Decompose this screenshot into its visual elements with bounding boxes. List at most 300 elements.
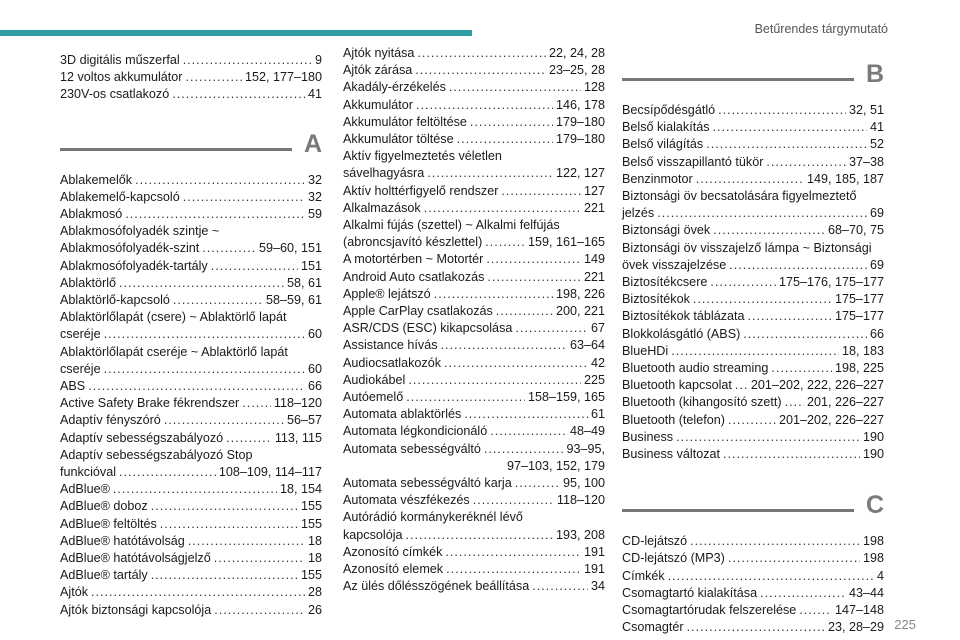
entry-pages: 146, 178: [555, 97, 605, 112]
dot-leader: [771, 360, 832, 377]
index-entry: [343, 509, 605, 526]
entry-pages: 93–95,: [566, 441, 605, 456]
entry-pages: 56–57: [286, 413, 322, 428]
index-entry: [60, 258, 322, 275]
dot-leader: [173, 292, 263, 309]
entry-term: Aktív holttérfigyelő rendszer: [343, 183, 499, 198]
index-entry: [343, 97, 605, 114]
entry-term: Címkék: [622, 568, 665, 583]
dot-leader: [799, 602, 832, 619]
entry-term: Automata ablaktörlés: [343, 407, 462, 422]
entry-term: Akkumulátor feltöltése: [343, 114, 467, 129]
dot-leader: [760, 585, 846, 602]
entry-term: ASR/CDS (ESC) kikapcsolása: [343, 321, 513, 336]
dot-leader: [723, 446, 860, 463]
entry-term: funkcióval: [60, 465, 117, 480]
entry-term: Akkumulátor töltése: [343, 132, 454, 147]
index-entry: [343, 114, 605, 131]
index-entry: [60, 69, 322, 86]
index-entry: [622, 102, 884, 119]
entry-pages: 149, 185, 187: [806, 171, 884, 186]
entry-term: Automata sebességváltó karja: [343, 476, 512, 491]
index-entry: [343, 320, 605, 337]
entry-term: AdBlue®: [60, 482, 110, 497]
entry-pages: 127: [583, 183, 605, 198]
entry-term: 3D digitális műszerfal: [60, 53, 180, 67]
top-entries: [60, 52, 322, 104]
dot-leader: [735, 377, 748, 394]
index-entry: [343, 62, 605, 79]
entry-term: Biztonsági övek: [622, 223, 711, 238]
entry-pages: 201, 226–227: [806, 395, 884, 410]
entry-term: Business változat: [622, 447, 721, 462]
entry-term: CD-lejátszó (MP3): [622, 551, 725, 566]
index-entry: [60, 447, 322, 464]
entry-term: Ajtók biztonsági kapcsolója: [60, 602, 212, 617]
dot-leader: [464, 406, 588, 423]
dot-leader: [135, 172, 305, 189]
entry-pages: 18, 154: [279, 482, 322, 497]
entry-pages: 201–202, 222, 226–227: [750, 378, 884, 393]
entry-term: Belső kialakítás: [622, 120, 710, 135]
dot-leader: [119, 275, 284, 292]
entry-term: Ablakmosófolyadék-tartály: [60, 258, 208, 273]
dot-leader: [417, 45, 546, 62]
entry-term: sávelhagyásra: [343, 166, 425, 181]
index-entry: [60, 464, 322, 481]
entry-pages: 18: [307, 533, 322, 548]
index-entry: [622, 171, 884, 188]
dot-leader: [202, 240, 256, 257]
section-rule: [622, 509, 854, 512]
index-entry: [343, 423, 605, 440]
index-entry: [343, 389, 605, 406]
entry-term: Azonosító címkék: [343, 544, 443, 559]
entry-pages: 175–177: [834, 292, 884, 307]
entry-term: Apple® lejátszó: [343, 286, 431, 301]
entry-term: BlueHDi: [622, 343, 669, 358]
entry-term: Adaptív fényszóró: [60, 413, 161, 428]
section-letter: C: [865, 491, 884, 520]
dot-leader: [164, 412, 284, 429]
dot-leader: [671, 343, 839, 360]
dot-leader: [125, 206, 305, 223]
dot-leader: [501, 183, 581, 200]
index-entry: [60, 602, 322, 619]
dot-leader: [484, 441, 564, 458]
entry-pages: 128: [583, 80, 605, 95]
entry-term: Becsípődésgátló: [622, 103, 716, 117]
index-entry: [60, 550, 322, 567]
entry-term: AdBlue® hatótávolság: [60, 533, 185, 548]
dot-leader: [729, 257, 867, 274]
dot-leader: [160, 516, 298, 533]
entry-term: Csomagtartórudak felszerelése: [622, 603, 797, 618]
entry-pages: 151: [300, 258, 322, 273]
entry-term: Ajtók nyitása: [343, 46, 415, 60]
entry-pages: 52: [869, 137, 884, 152]
index-entry: [622, 377, 884, 394]
entry-term: Aktív figyelmeztetés véletlen: [343, 149, 502, 164]
entry-term: Automata vészfékezés: [343, 493, 470, 508]
dot-leader: [188, 533, 305, 550]
dot-leader: [668, 568, 874, 585]
entry-pages: 22, 24, 28: [548, 46, 605, 60]
index-entry: [622, 568, 884, 585]
dot-leader: [434, 286, 553, 303]
entry-term: Ablakemelő-kapcsoló: [60, 189, 180, 204]
dot-leader: [446, 561, 581, 578]
entry-term: Belső világítás: [622, 137, 704, 152]
index-entry: [622, 136, 884, 153]
entry-term: Biztonsági öv becsatolására figyelmeztető: [622, 189, 857, 204]
dot-leader: [416, 97, 553, 114]
dot-leader: [486, 251, 581, 268]
dot-leader: [690, 533, 860, 550]
index-entry: [343, 544, 605, 561]
dot-leader: [657, 205, 867, 222]
dot-leader: [183, 189, 305, 206]
entry-term: Biztosítékok táblázata: [622, 309, 745, 324]
entry-term: Biztosítékok: [622, 292, 690, 307]
index-entry: [622, 222, 884, 239]
dot-leader: [444, 355, 588, 372]
entry-pages: 179–180: [555, 114, 605, 129]
dot-leader: [242, 395, 271, 412]
entry-pages: 23, 28–29: [827, 620, 884, 635]
entry-term: Apple CarPlay csatlakozás: [343, 304, 493, 319]
index-entry: [622, 602, 884, 619]
entry-pages: 9: [314, 53, 322, 67]
entry-term: Ablaktörlő: [60, 275, 117, 290]
index-entry: [60, 361, 322, 378]
index-column-2: [343, 45, 605, 596]
dot-leader: [457, 131, 553, 148]
index-entry: [343, 148, 605, 165]
entry-pages: 200, 221: [555, 304, 605, 319]
entry-pages: 32, 51: [848, 103, 884, 117]
dot-leader: [211, 258, 298, 275]
entry-term: Ablakmosófolyadék szintje ~: [60, 224, 220, 239]
dot-leader: [449, 79, 581, 96]
entry-pages: 18: [307, 551, 322, 566]
entry-term: Active Safety Brake fékrendszer: [60, 396, 240, 411]
section-rule: [60, 148, 292, 151]
dot-leader: [496, 303, 553, 320]
dot-leader: [485, 234, 525, 251]
dot-leader: [706, 136, 867, 153]
entry-pages: 95, 100: [562, 476, 605, 491]
index-entry: [60, 533, 322, 550]
section-letter: B: [865, 60, 884, 88]
index-entry: [622, 205, 884, 222]
index-entry: [622, 291, 884, 308]
entry-pages: 198: [862, 534, 884, 549]
entry-term: Audiocsatlakozók: [343, 355, 442, 370]
entry-term: 230V-os csatlakozó: [60, 87, 170, 102]
index-entry: [60, 52, 322, 69]
entry-pages: 61: [590, 407, 605, 422]
dot-leader: [445, 544, 581, 561]
dot-leader: [718, 102, 846, 119]
index-entry: [60, 223, 322, 240]
entry-term: Biztonsági öv visszajelző lámpa ~ Biztonsági: [622, 240, 872, 255]
entry-pages: 118–120: [273, 396, 322, 411]
entry-term: Audiokábel: [343, 372, 406, 387]
index-entry: [343, 286, 605, 303]
entry-term: Ablaktörlő-kapcsoló: [60, 293, 170, 308]
dot-leader: [88, 378, 305, 395]
index-entry: [60, 430, 322, 447]
index-entry: [60, 344, 322, 361]
entry-pages: 155: [300, 499, 322, 514]
index-entry: [343, 183, 605, 200]
index-entry: [622, 119, 884, 136]
index-entry: [60, 584, 322, 601]
entry-pages: 152, 177–180: [244, 70, 322, 85]
entry-term: Automata sebességváltó: [343, 441, 481, 456]
index-entry: [343, 251, 605, 268]
dot-leader: [490, 423, 567, 440]
index-entry: [343, 200, 605, 217]
entry-pages: 225: [583, 372, 605, 387]
dot-leader: [687, 619, 825, 636]
dot-leader: [696, 171, 804, 188]
entry-pages: 60: [307, 361, 322, 376]
entry-term: Bluetooth kapcsolat: [622, 378, 732, 393]
entry-term: cseréje: [60, 327, 101, 342]
entry-term: AdBlue® hatótávolságjelző: [60, 551, 211, 566]
index-entry: [622, 274, 884, 291]
entry-term: Csomagtartó kialakítása: [622, 585, 758, 600]
entry-pages: 159, 161–165: [527, 235, 605, 250]
dot-leader: [743, 326, 867, 343]
entry-term: Business: [622, 429, 674, 444]
entry-pages: 191: [583, 562, 605, 577]
entry-pages: 201–202, 226–227: [778, 412, 884, 427]
entry-term: Adaptív sebességszabályozó Stop: [60, 447, 253, 462]
dot-leader: [214, 602, 305, 619]
index-entry: [60, 240, 322, 257]
dot-leader: [785, 394, 804, 411]
entry-term: Azonosító elemek: [343, 562, 444, 577]
entry-pages: 97–103, 152, 179: [506, 458, 605, 473]
index-entry: [622, 154, 884, 171]
entry-term: A motortérben ~ Motortér: [343, 252, 484, 267]
entry-pages: 108–109, 114–117: [218, 465, 322, 480]
index-entry: [622, 619, 884, 636]
index-entry: [343, 492, 605, 509]
entry-pages: 59: [307, 207, 322, 222]
page-number: 225: [894, 617, 916, 632]
index-entry: [60, 498, 322, 515]
dot-leader: [515, 320, 588, 337]
entry-pages: 66: [869, 326, 884, 341]
index-entry: [60, 206, 322, 223]
dot-leader: [487, 269, 581, 286]
entry-term: Ablaktörlőlapát cseréje ~ Ablaktörlő lapát: [60, 344, 288, 359]
entry-term: Assistance hívás: [343, 338, 438, 353]
entry-pages: 155: [300, 568, 322, 583]
index-entry: [622, 308, 884, 325]
dot-leader: [748, 308, 832, 325]
entry-pages: 48–49: [569, 424, 605, 439]
index-entry: [60, 309, 322, 326]
entry-pages: 198: [862, 551, 884, 566]
entry-term: Akkumulátor: [343, 97, 413, 112]
dot-leader: [676, 429, 860, 446]
entry-term: övek visszajelzése: [622, 257, 727, 272]
entry-pages: 113, 115: [274, 430, 322, 445]
entry-pages: 69: [869, 257, 884, 272]
entry-term: Android Auto csatlakozás: [343, 269, 485, 284]
entry-term: Automata légkondicionáló: [343, 424, 488, 439]
section-header-c: [622, 483, 884, 527]
entry-pages: 193, 208: [555, 527, 605, 542]
section-rule: [622, 78, 854, 81]
dot-leader: [113, 481, 277, 498]
dot-leader: [151, 567, 298, 584]
index-entry: [343, 561, 605, 578]
index-entry: [343, 578, 605, 595]
entry-pages: 198, 225: [834, 361, 884, 376]
index-entry: [343, 131, 605, 148]
dot-leader: [728, 550, 860, 567]
entry-term: Autóemelő: [343, 390, 404, 405]
dot-leader: [104, 361, 305, 378]
index-entry: [622, 446, 884, 463]
entry-term: Adaptív sebességszabályozó: [60, 430, 224, 445]
entry-pages: 198, 226: [555, 286, 605, 301]
entry-pages: 118–120: [556, 493, 605, 508]
index-entry: [343, 527, 605, 544]
entry-pages: 26: [307, 602, 322, 617]
entry-pages: 68–70, 75: [827, 223, 884, 238]
entry-term: CD-lejátszó: [622, 534, 688, 549]
index-entry: [343, 269, 605, 286]
dot-leader: [151, 498, 298, 515]
index-entry: [60, 86, 322, 103]
page-header-title: Betűrendes tárgymutató: [754, 22, 888, 36]
entry-pages: 59–60, 151: [258, 241, 322, 256]
entry-pages: 23–25, 28: [548, 63, 605, 78]
index-entry: [60, 326, 322, 343]
index-entry: [622, 188, 884, 205]
entry-pages: 69: [869, 206, 884, 221]
entry-pages: 175–177: [834, 309, 884, 324]
entry-pages: 63–64: [569, 338, 605, 353]
dot-leader: [186, 69, 242, 86]
index-entry: [343, 303, 605, 320]
index-entry: [343, 406, 605, 423]
entry-pages: 147–148: [834, 603, 884, 618]
entry-term: jelzés: [622, 206, 655, 221]
index-entry: [60, 516, 322, 533]
dot-leader: [119, 464, 216, 481]
entries-c: [622, 533, 884, 636]
entry-term: ABS: [60, 379, 86, 394]
index-entry: [622, 360, 884, 377]
entry-term: Az ülés dőlésszögének beállítása: [343, 579, 530, 594]
entry-pages: 122, 127: [555, 166, 605, 181]
index-entry: [60, 189, 322, 206]
dot-leader: [710, 274, 776, 291]
index-entry: [622, 550, 884, 567]
index-entry: [60, 567, 322, 584]
entry-pages: 191: [583, 544, 605, 559]
dot-leader: [183, 52, 312, 69]
index-entry: [622, 533, 884, 550]
index-entry: [343, 165, 605, 182]
entry-term: Alkalmazások: [343, 200, 421, 215]
entry-term: Belső visszapillantó tükör: [622, 154, 764, 169]
dot-leader: [406, 527, 553, 544]
entry-pages: 67: [590, 321, 605, 336]
dot-leader: [172, 86, 305, 103]
entry-term: Akadály-érzékelés: [343, 80, 446, 95]
entry-pages: 58, 61: [286, 275, 322, 290]
index-entry: [60, 395, 322, 412]
entry-pages: 41: [869, 120, 884, 135]
entry-term: Autórádió kormánykeréknél lévő: [343, 510, 523, 525]
header-accent-bar: [0, 30, 472, 36]
entry-term: 12 voltos akkumulátor: [60, 70, 183, 85]
index-entry: [60, 292, 322, 309]
dot-leader: [713, 119, 867, 136]
entry-pages: 34: [590, 579, 605, 594]
entry-term: AdBlue® doboz: [60, 499, 148, 514]
index-entry: [60, 378, 322, 395]
entry-term: (abroncsjavító készlettel): [343, 235, 483, 250]
entry-pages: 60: [307, 327, 322, 342]
index-entry: [60, 481, 322, 498]
index-entry: [622, 240, 884, 257]
entry-pages: 32: [307, 172, 322, 187]
dot-leader: [470, 114, 553, 131]
entry-pages: 179–180: [555, 132, 605, 147]
entry-term: Ablakemelők: [60, 172, 133, 187]
dot-leader: [515, 475, 560, 492]
entry-pages: 18, 183: [841, 343, 884, 358]
entry-term: Bluetooth (kihangosító szett): [622, 395, 782, 410]
entry-term: Biztosítékcsere: [622, 275, 708, 290]
index-entry: [60, 275, 322, 292]
index-entry: [622, 394, 884, 411]
entry-pages: 190: [862, 447, 884, 462]
entry-term: Bluetooth (telefon): [622, 412, 725, 427]
index-entry: [343, 217, 605, 234]
entry-term: Blokkolásgátló (ABS): [622, 326, 741, 341]
entries-a-continued: [343, 45, 605, 596]
entry-pages: 149: [583, 252, 605, 267]
dot-leader: [693, 291, 832, 308]
entry-term: AdBlue® feltöltés: [60, 516, 157, 531]
entries-b: [622, 102, 884, 463]
index-entry: [622, 326, 884, 343]
index-entry: [343, 234, 605, 251]
dot-leader: [427, 165, 553, 182]
dot-leader: [532, 578, 588, 595]
dot-leader: [728, 412, 776, 429]
section-letter: A: [303, 129, 322, 158]
entry-pages: 42: [590, 355, 605, 370]
index-entry: [60, 172, 322, 189]
entry-pages: 155: [300, 516, 322, 531]
dot-leader: [408, 372, 581, 389]
dot-leader: [104, 326, 305, 343]
entry-term: Ablaktörlőlapát (csere) ~ Ablaktörlő lapát: [60, 310, 287, 325]
dot-leader: [406, 389, 525, 406]
